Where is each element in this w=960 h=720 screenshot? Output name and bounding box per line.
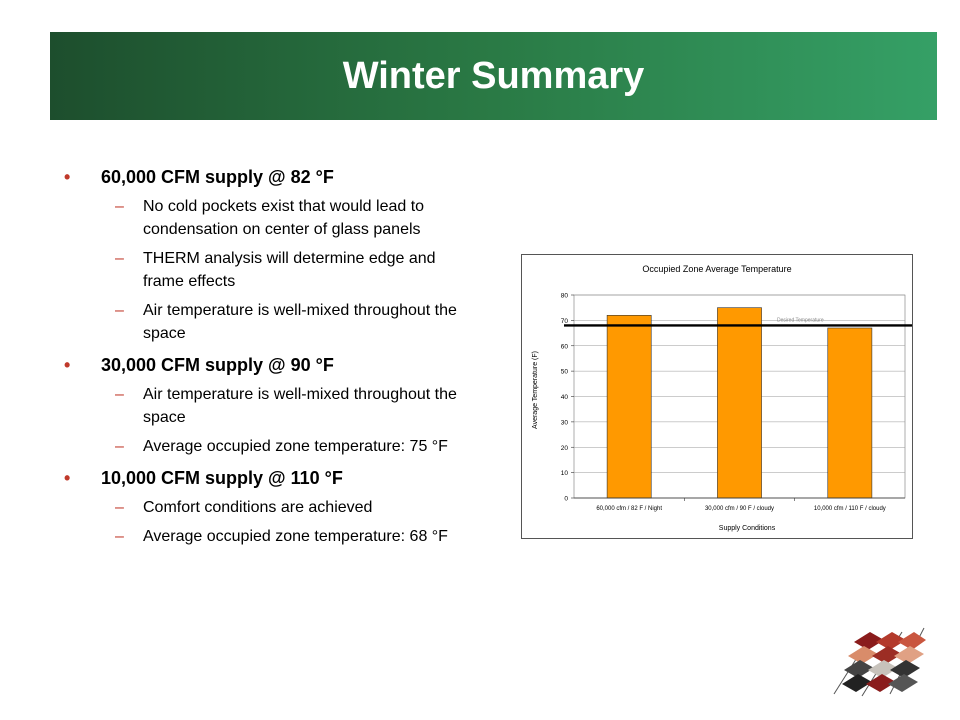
slide-title: Winter Summary [342,54,645,97]
chart-title: Occupied Zone Average Temperature [642,264,792,274]
logo-mark [834,628,926,696]
y-tick-label: 80 [560,292,568,300]
x-tick-label: 60,000 cfm / 82 F / Night [596,506,663,512]
sub-bullet-item [60,195,473,241]
bullet-marker: • [64,167,71,187]
sub-bullet-marker: – [115,250,124,267]
sub-bullet-item [60,247,473,293]
sub-bullet-marker: – [115,198,124,215]
bar [607,315,651,498]
y-tick-label: 30 [560,419,568,427]
sub-bullet-marker: – [115,302,124,319]
chart-svg [522,255,912,538]
sub-bullet-item [60,383,473,429]
sub-bullet-marker: – [115,499,124,516]
y-tick-label: 40 [560,394,568,401]
bullet-text: 30,000 CFM supply @ 90 °F [101,355,334,375]
reference-line-label: Desired Temperature [777,317,824,324]
bullet-item [60,466,480,490]
bullet-text: 10,000 CFM supply @ 110 °F [101,468,343,488]
bullet-item [60,353,480,377]
bar [717,308,761,498]
sub-bullet-text: Average occupied zone temperature: 68 °F [143,528,448,545]
bar [828,328,872,498]
temperature-chart [521,254,913,539]
sub-bullet-item [60,299,473,345]
sub-bullet-text: Comfort conditions are achieved [143,499,373,516]
bullet-group-3 [60,466,480,548]
sub-bullet-item [60,525,473,548]
sub-bullet-text: No cold pockets exist that would lead to condensation on center of glass panels [143,198,425,238]
sub-bullet-item [60,496,473,519]
y-tick-label: 0 [564,495,568,503]
company-logo [832,624,928,698]
y-axis-label: Average Temperature (F) [532,351,539,429]
x-tick-label: 30,000 cfm / 90 F / cloudy [704,506,775,512]
y-tick-label: 20 [560,444,568,452]
title-bar [50,32,937,120]
sub-bullet-item [60,435,473,458]
y-tick-label: 10 [560,470,568,478]
sub-bullet-text: Air temperature is well-mixed throughout the space [143,386,457,426]
sub-bullet-marker: – [115,528,124,545]
x-tick-label: 10,000 cfm / 110 F / cloudy [813,506,886,512]
bullet-item [60,165,480,189]
y-tick-label: 50 [560,368,568,376]
plot-area [561,293,912,513]
y-tick-label: 60 [560,343,568,351]
x-axis-label: Supply Conditions [718,525,776,532]
bullet-text: 60,000 CFM supply @ 82 °F [101,167,334,187]
sub-bullet-text: Air temperature is well-mixed throughout the space [143,302,457,342]
sub-bullet-text: Average occupied zone temperature: 75 °F [143,438,448,455]
sub-bullet-marker: – [115,386,124,403]
sub-bullet-text: THERM analysis will determine edge and frame effects [143,250,436,290]
bullet-group-2 [60,353,480,458]
bullet-group-1 [60,165,480,345]
sub-bullet-marker: – [115,438,124,455]
bullet-marker: • [64,355,71,375]
bullet-list [60,165,480,556]
bullet-marker: • [64,468,71,488]
y-tick-label: 70 [560,317,568,325]
